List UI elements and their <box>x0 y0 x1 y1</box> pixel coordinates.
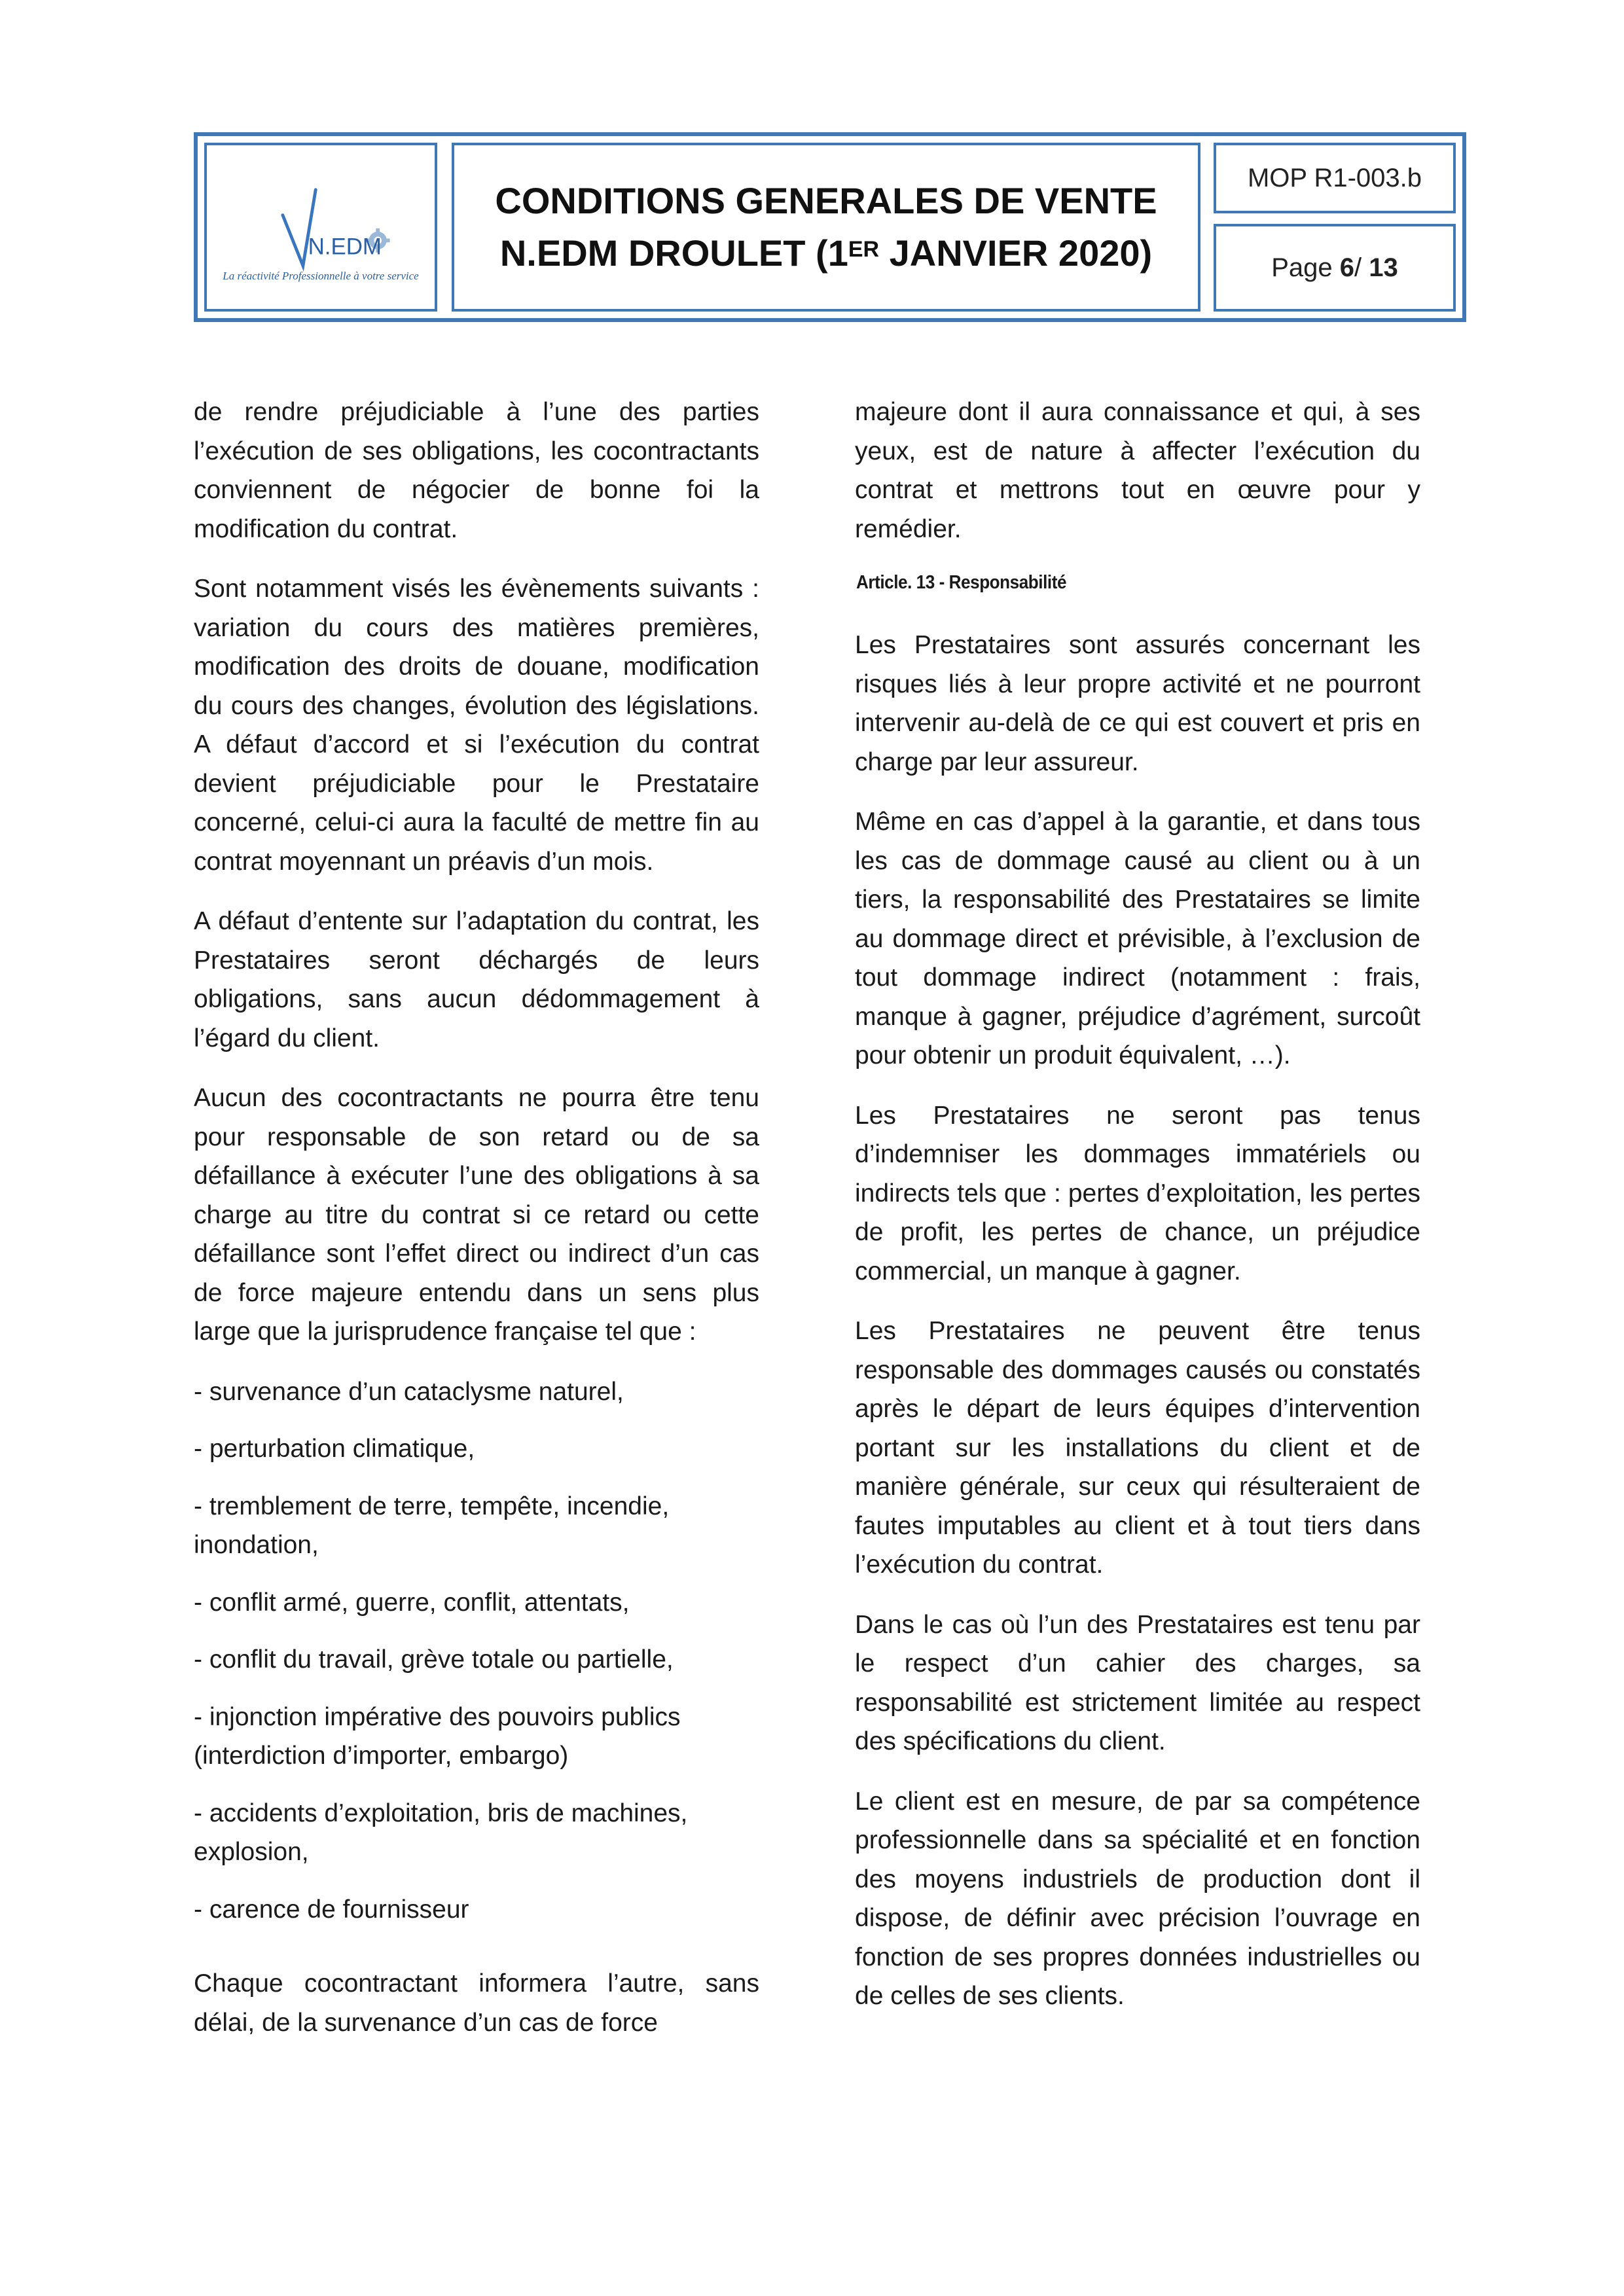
company-logo <box>207 145 435 309</box>
list-item: - accidents d’exploitation, bris de machines, explosion, <box>194 1799 688 1866</box>
document-header <box>194 132 1466 322</box>
doc-ref-box <box>1214 143 1456 213</box>
paragraph: de rendre préjudiciable à l’une des parties l’exécution de ses obligations, les cocontractants conviennent de négocier de bonne foi la modification du contrat. <box>194 398 759 543</box>
paragraph: majeure dont il aura connaissance et qui, à ses yeux, est de nature à affecter l’exécution du contrat et mettrons tout en œuvre pour y remédier. <box>855 398 1420 543</box>
logo-wordmark: N.EDM <box>308 234 382 260</box>
list-item: - perturbation climatique, <box>194 1435 475 1463</box>
list-item: - carence de fournisseur <box>194 1895 469 1924</box>
doc-reference: MOP R1-003.b <box>1247 163 1422 192</box>
paragraph: Les Prestataires sont assurés concernant les risques liés à leur propre activité et ne pourront intervenir au-delà de ce qui est couvert et pris en charge par leur assureur. <box>855 631 1420 776</box>
right-column <box>855 393 1420 2037</box>
paragraph: Dans le cas où l’un des Prestataires est tenu par le respect d’un cahier des charges, sa responsabilité est strictement limitée au respect des spécifications du client. <box>855 1610 1420 1755</box>
left-column <box>194 393 759 2063</box>
list-item: - conflit armé, guerre, conflit, attentats, <box>194 1588 630 1617</box>
paragraph: Le client est en mesure, de par sa compétence professionnelle dans sa spécialité et en fonction des moyens industriels de production dont il dispose, de définir avec précision l’ouvrage en fonction de ses propres données industrielles ou de celles de ses clients. <box>855 1787 1420 2010</box>
paragraph: Les Prestataires ne seront pas tenus d’indemniser les dommages immatériels ou indirects tels que : pertes d’exploitation, les pertes de profit, les pertes de chance, un préjudice commercial, un manque à gagner. <box>855 1101 1420 1285</box>
list-item: - survenance d’un cataclysme naturel, <box>194 1377 624 1406</box>
document-subtitle: N.EDM DROULET (1ER JANVIER 2020) <box>499 232 1153 274</box>
paragraph: Chaque cocontractant informera l’autre, sans délai, de la survenance d’un cas de force <box>194 1969 759 2037</box>
list-item: - injonction impérative des pouvoirs publics (interdiction d’importer, embargo) <box>194 1702 681 1770</box>
list-item: - tremblement de terre, tempête, incendie, inondation, <box>194 1492 670 1559</box>
paragraph: Même en cas d’appel à la garantie, et dans tous les cas de dommage causé au client ou à un tiers, la responsabilité des Prestataires se limite au dommage direct et prévisible, à l’exclusion de tout dommage indirect (notamment : frais, manque à gagner, préjudice d’agrément, surcoût pour obtenir un produit équivalent, …). <box>855 808 1420 1069</box>
paragraph: Sont notamment visés les évènements suivants : variation du cours des matières premières, modification des droits de douane, modification du cours des changes, évolution des législations. A défaut d’accord et si l’exécution du contrat devient préjudiciable pour le Prestataire concerné, celui-ci aura la faculté de mettre fin au contrat moyennant un préavis d’un mois. <box>194 575 759 876</box>
page-number: Page 6/ 13 <box>1271 253 1398 282</box>
paragraph: Aucun des cocontractants ne pourra être tenu pour responsable de son retard ou de sa défaillance à exécuter l’une des obligations à sa charge au titre du contrat si ce retard ou cette défaillance sont l’effet direct ou indirect d’un cas de force majeure entendu dans un sens plus large que la jurisprudence française tel que : <box>194 1084 759 1346</box>
paragraph: Les Prestataires ne peuvent être tenus responsable des dommages causés ou constatés après le départ de leurs équipes d’intervention portant sur les installations du client et de manière générale, sur ceux qui résulteraient de fautes imputables au client et à tout tiers dans l’exécution du contrat. <box>855 1317 1420 1579</box>
document-title: CONDITIONS GENERALES DE VENTE <box>495 180 1157 221</box>
paragraph: A défaut d’entente sur l’adaptation du contrat, les Prestataires seront déchargés de leurs obligations, sans aucun dédommagement à l’égard du client. <box>194 907 759 1052</box>
logo-box <box>204 143 437 312</box>
logo-tagline: La réactivité Professionnelle à votre service <box>223 270 419 282</box>
page-number-box <box>1214 224 1456 312</box>
title-box <box>452 143 1200 312</box>
article-heading: Article. 13 - Responsabilité <box>856 572 1067 593</box>
list-item: - conflit du travail, grève totale ou partielle, <box>194 1645 674 1674</box>
